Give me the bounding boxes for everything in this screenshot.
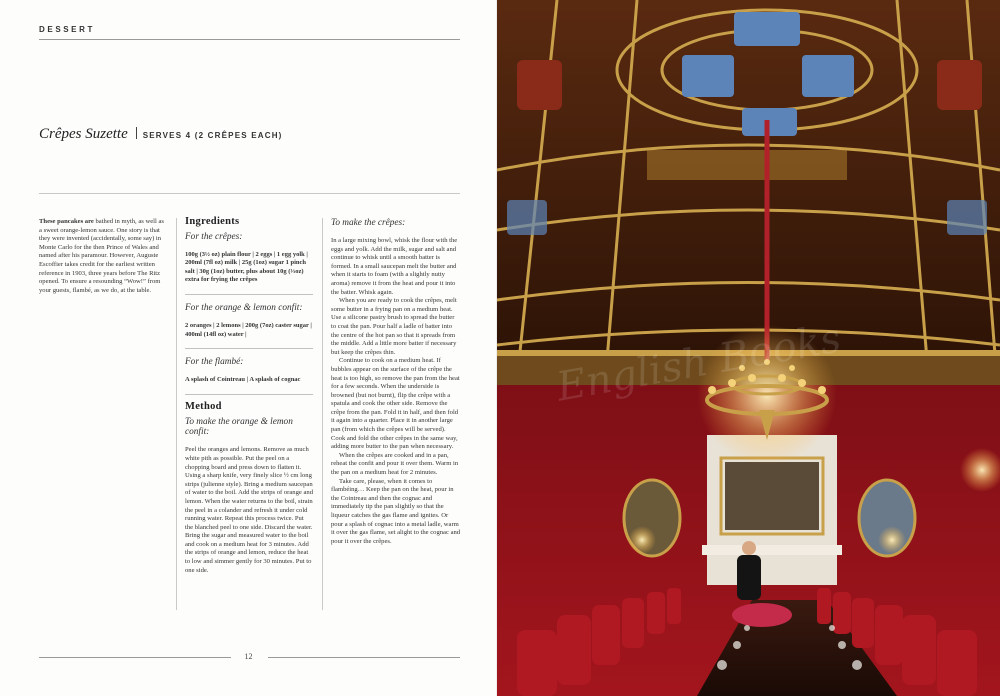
crepes-ingredients-title: For the crêpes: [185, 231, 243, 242]
flambe-ingredients-list: A splash of Cointreau | A splash of cognac [185, 376, 301, 384]
flambe-ingredients-title: For the flambé: [185, 357, 244, 368]
recipe-title-row [39, 125, 283, 143]
crepes-method-p3: Continue to cook on a medium heat. If bubbles appear on the surface of the crêpe the heat is too high, so remove the pan from the heat for a few seconds. When the underside is browned (but not burnt), flip the crêpe with a spatula and cook the other side. Remove the crêpe from the pan. Fold it in half, and then fold it again into a quarter. Place it in another large pan (from which the crêpes will be served). Cook and fold the other crêpes in the same way, adding more butter to the pan when necessary. [331, 357, 460, 451]
column-divider-1 [176, 218, 177, 610]
crepes-method-p2: When you are ready to cook the crêpes, melt some butter in a frying pan on a medium heat. Use a silicone pastry brush to spread the butter to coat the pan. Pour half a ladle of batter into the centre of the hot pan so that it spreads from the middle. Add a little more batter if necessary but keep the crêpes thin. [331, 297, 457, 356]
header-rule [39, 39, 460, 40]
crepes-method-p1: In a large mixing bowl, whisk the flour with the eggs and yolk. Add the milk, sugar and salt and continue to whisk until a smooth batter is formed. In a small saucepan melt the butter and when it starts to foam (with a slightly nutty aroma) remove it from the heat and pour it into the batter. Whisk again. [331, 237, 458, 296]
page-number: 12 [244, 652, 253, 661]
recipe-title: Crêpes Suzette [39, 126, 128, 142]
crepes-method-p5: Take care, please, when it comes to flambéing… Keep the pan on the heat, pour in the Cointreau and then the cognac and immediately tip the pan slightly so that the liqueur catches the gas flame and ignites. Or pour a splash of cognac into a metal ladle, warm it over the gas flame, set alight to the cognac and pour it over the crêpes. [331, 477, 461, 545]
ingredients-divider-1 [185, 294, 313, 295]
confit-ingredients-title: For the orange & lemon confit: [185, 302, 303, 313]
title-rule [39, 193, 460, 194]
ingredients-heading: Ingredients [185, 216, 240, 227]
confit-method-title: To make the orange & lemon confit: [185, 417, 293, 438]
crepes-method-p4: When the crêpes are cooked and in a pan, reheat the confit and pour it over them. Warm in the pan on a medium heat for 2 minutes. [331, 451, 459, 477]
intro-column [39, 218, 167, 295]
central-painting [725, 462, 819, 530]
crepes-method-title: To make the crêpes: [331, 218, 406, 228]
ingredients-column [185, 218, 313, 575]
ingredients-divider-2 [185, 348, 313, 349]
section-label: DESSERT [39, 25, 95, 34]
title-separator [136, 127, 137, 139]
column-divider-2 [322, 218, 323, 610]
footer-rule-right [268, 657, 460, 658]
intro-paragraph [39, 218, 167, 295]
confit-method-text: Peel the oranges and lemons. Remove as much white pith as possible. Put the peel on a chopping board and press down to flatten it. Using a sharp knife, very finely slice ½ cm long strips (julienne style). Bring a medium saucepan of water to the boil. Add the strips of orange and lemon. When the water returns to the boil, strain the peel in a colander and refresh it under cold running water. Repeat this process twice. Put the blanched peel to one side. Discard the water. Bring the sugar and measured water to the boil and cook on a medium heat for 3 minutes. Add the strips of orange and lemon, reduce the heat to low and simmer gently for 30 minutes. Put to one side. [185, 446, 313, 574]
method-heading: Method [185, 400, 222, 412]
dining-room-photo [497, 0, 1000, 696]
butler-figure [737, 555, 761, 600]
confit-ingredients-list: 2 oranges | 2 lemons | 200g (7oz) caster sugar | 400ml (14fl oz) water | [185, 321, 312, 338]
crepes-ingredients-list: 100g (3½ oz) plain flour | 2 eggs | 1 egg yolk | 200ml (7fl oz) milk | 25g (1oz) sugar 1 pinch salt | 30g (1oz) butter, plus about 10g (⅓oz) extra for frying the crêpes [185, 250, 308, 284]
photo-illustration [497, 0, 1000, 696]
serves-label: SERVES 4 (2 CRÊPES EACH) [142, 131, 283, 140]
method-column [331, 218, 461, 546]
floral-centerpiece [732, 603, 792, 627]
recipe-page [0, 0, 497, 696]
intro-body: bathed in myth, as well as a sweet orange-lemon sauce. One story is that they were invented (accidentally, some say) in Monte Carlo for the then Prince of Wales and named after his paramour. However, Auguste Escoffier takes credit for the earliest written reference in 1903, three years before The Ritz opened. To ensure a resounding “Wow!” from your guests, flambé, as we do, at the table. [39, 218, 164, 294]
intro-lead: These pancakes are [39, 218, 94, 225]
ingredients-divider-3 [185, 394, 313, 395]
